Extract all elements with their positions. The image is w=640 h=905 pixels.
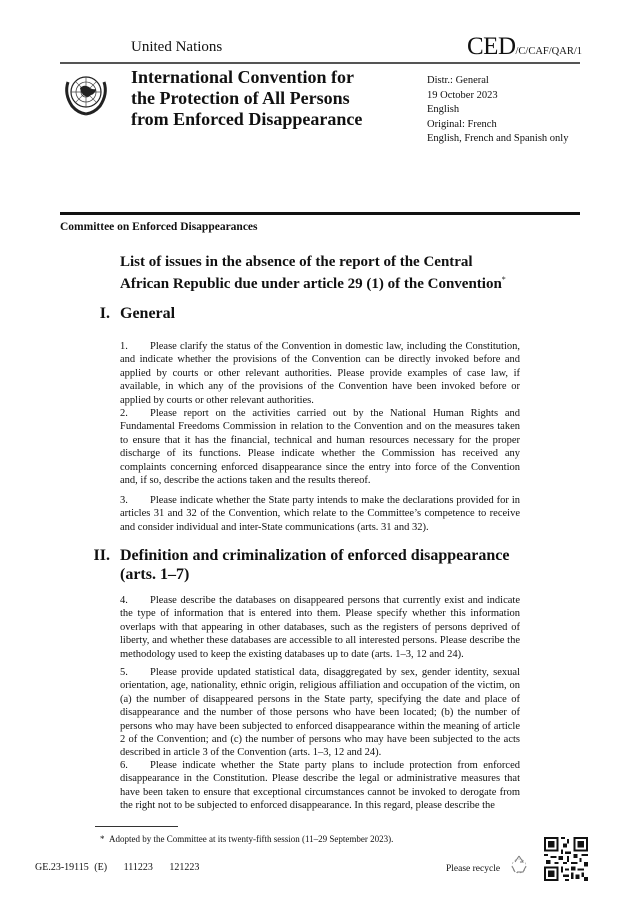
document-title-line: List of issues in the absence of the report of the Central — [120, 254, 473, 270]
paragraph-4 — [120, 594, 520, 661]
document-symbol — [467, 33, 582, 61]
recycle-icon — [508, 853, 530, 875]
paragraph-5 — [120, 666, 520, 760]
paragraph-2 — [120, 407, 520, 487]
symbol-main: CED — [467, 33, 516, 60]
distribution-language: English — [427, 104, 460, 115]
section-heading-general — [80, 304, 560, 324]
organization-name: United Nations — [131, 39, 223, 55]
footnote-text: Adopted by the Committee at its twenty-fifth session (11–29 September 2023). — [109, 834, 394, 844]
footnote-marker: * — [100, 834, 105, 844]
section-title-line: (arts. 1–7) — [120, 566, 190, 583]
paragraph-number: 3. — [120, 495, 128, 506]
document-title-line: African Republic due under article 29 (1) of the Convention — [120, 276, 502, 292]
section-number: II. — [93, 547, 110, 564]
languages-available: English, French and Spanish only — [427, 133, 569, 144]
paragraph-number: 5. — [120, 667, 128, 678]
paragraph-text: Please describe the databases on disappeared persons that currently exist and indicate the type of information that is entered into them. Please specify whether this information overlaps with that appearing in other databases, such as the registers of persons deprived of liberty, and whether these databases are accessible to all interested persons. Please describe the methodology used to keep the existing databases up to date (arts. 1–3, 12 and 24). — [120, 595, 520, 660]
document-title — [120, 253, 540, 293]
section-title: General — [120, 305, 176, 322]
paragraph-text: Please clarify the status of the Convention in domestic law, including the Constitution, and indicate whether the provisions of the Convention can be directly invoked before and applied by courts or other relevant authorities. Please provide examples of case law, if available, in which any of the provisions of the Convention have been invoked before or applied by courts or other relevant authorities. — [120, 341, 520, 406]
committee-name: Committee on Enforced Disappearances — [60, 221, 258, 233]
distribution-date: 19 October 2023 — [427, 89, 498, 101]
section-title-line: Definition and criminalization of enforced disappearance — [120, 547, 510, 564]
symbol-sub: /C/CAF/QAR/1 — [515, 46, 583, 57]
footnote-marker[interactable]: * — [501, 275, 506, 284]
paragraph-3 — [120, 494, 520, 534]
convention-title-line: International Convention for — [131, 67, 355, 87]
job-number-line — [35, 862, 199, 873]
original-language: Original: French — [427, 118, 497, 130]
job-date-1: 111223 — [123, 862, 153, 873]
job-date-2: 121223 — [169, 862, 200, 873]
paragraph-text: Please provide updated statistical data, disaggregated by sex, gender identity, sexual orientation, age, nationality, ethnic origin, religious affiliation and occupation of the victim, on (a) the number of disappeared persons in the State party, specifying the date and place of disappearance and the number of those persons who have been located; (b) the number of persons who may have been subjected to enforced disappearance within the meaning of article 2 of the Convention; and (c) the number of persons who may have been subjected to the acts described in article 3 of the Convention (arts. 1–3, 12 and 24). — [120, 667, 520, 759]
section-title — [120, 546, 560, 584]
paragraph-6 — [120, 759, 520, 813]
paragraph-number: 6. — [120, 760, 128, 771]
header-thick-rule — [60, 212, 580, 215]
paragraph-text: Please indicate whether the State party plans to include protection from enforced disappearance in the Constitution. Please describe the legal or administrative measures that have been taken to ensure that exceptional circumstances cannot be invoked to derogate from the right not to be subjected to enforced disappearance. In this regard, please describe the — [120, 760, 520, 812]
header-rule — [60, 62, 580, 64]
paragraph-text: Please report on the activities carried out by the National Human Rights and Fundamental Freedoms Commission in relation to the Convention and on the measures taken to ensure that it has the financial, technical and human resources necessary for the proper discharge of its functions. Please indicate whether the Commission has received any complaints concerning enforced disappearance since the entry into force of the Convention and, if so, describe the actions taken and the results thereof. — [120, 408, 520, 487]
un-emblem-icon — [60, 68, 112, 120]
section-number: I. — [99, 305, 110, 322]
paragraph-1 — [120, 340, 520, 407]
convention-title-line: from Enforced Disappearance — [131, 109, 363, 129]
paragraph-text: Please indicate whether the State party intends to make the declarations provided for in articles 31 and 32 of the Convention, which relate to the Committee’s competence to receive and consider individual and inter-State communications (arts. 31 and 32). — [120, 495, 520, 533]
job-number: GE.23-19115 (E) — [35, 862, 108, 873]
paragraph-number: 4. — [120, 595, 128, 606]
paragraph-number: 2. — [120, 408, 128, 419]
convention-title-line: the Protection of All Persons — [131, 88, 350, 108]
section-heading-definition — [80, 546, 560, 586]
recycle-label: Please recycle — [446, 864, 501, 874]
distribution-line: Distr.: General — [427, 75, 489, 86]
paragraph-number: 1. — [120, 341, 128, 352]
distribution-block — [427, 74, 568, 147]
convention-title — [131, 67, 362, 130]
footnote-rule — [95, 826, 178, 827]
qr-code-icon[interactable] — [544, 837, 588, 881]
footnote — [100, 834, 393, 844]
